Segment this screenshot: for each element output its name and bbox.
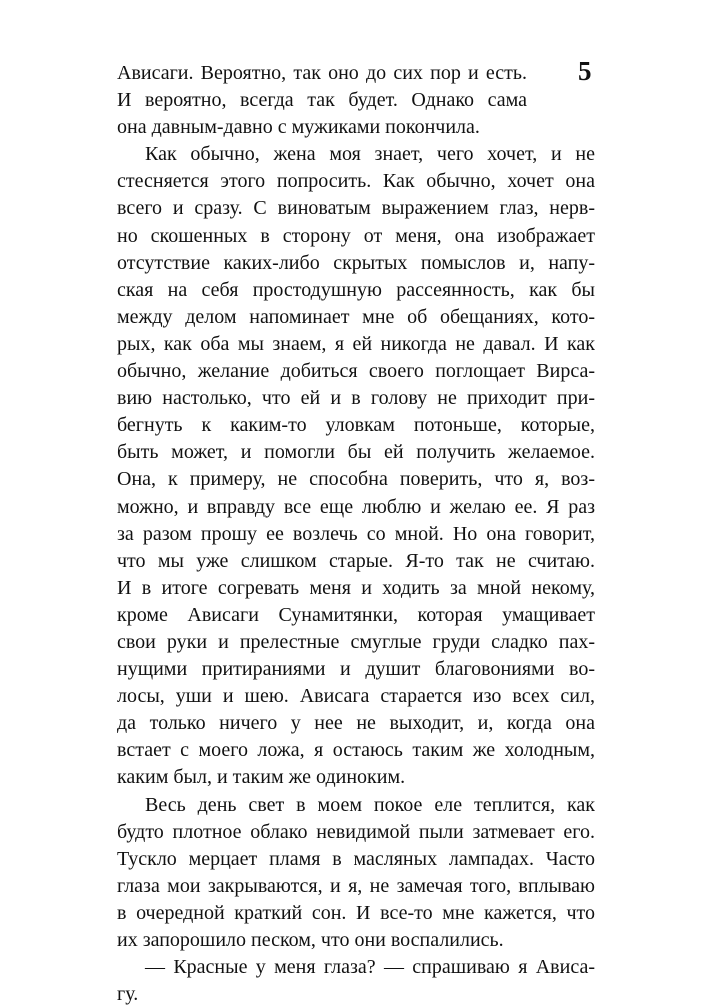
text-line: их запорошило песком, что они воспалились. <box>117 929 504 951</box>
text-line: стесняется этого попросить. Как обычно, хочет она <box>117 170 595 193</box>
text-line: Тускло мерцает пламя в масляных лампадах. Часто <box>117 847 595 870</box>
paragraph <box>117 141 595 791</box>
text-line: всего и сразу. С виноватым выражением глаз, нерв- <box>117 197 595 220</box>
text-line: Она, к примеру, не способна поверить, что я, воз- <box>117 468 595 491</box>
text-line: — Красные у меня глаза? — спрашиваю я Ависа- <box>145 956 595 979</box>
text-line: Весь день свет в моем покое еле теплится, как <box>145 793 595 816</box>
text-line: ская на себя простодушную рассеянность, как бы <box>117 278 595 301</box>
text-line: И в итоге согревать меня и ходить за мной некому, <box>117 576 595 599</box>
text-line: обычно, желание добиться своего поглощает Вирса- <box>117 360 595 383</box>
text-line: бегнуть к каким-то уловкам потоньше, которые, <box>117 414 595 437</box>
paragraph <box>117 56 595 141</box>
page-number: 5 <box>578 56 592 86</box>
text-line: нущими притираниями и душит благовониями во- <box>117 658 595 681</box>
text-line: Как обычно, жена моя знает, чего хочет, и не <box>145 143 595 166</box>
body-text <box>117 56 595 1008</box>
text-line: быть может, и помогли бы ей получить желаемое. <box>117 441 595 464</box>
text-line: в очередной краткий сон. И все-то мне кажется, что <box>117 901 595 924</box>
text-line: за разом прошу ее возлечь со мной. Но она говорит, <box>117 522 595 545</box>
text-line: рых, как оба мы знаем, я ей никогда не давал. И как <box>117 332 595 355</box>
text-line: но скошенных в сторону от меня, она изображает <box>117 224 595 247</box>
text-line: что мы уже слишком старые. Я-то так не считаю. <box>117 549 595 572</box>
text-line: вию настолько, что ей и в голову не приходит при- <box>117 387 595 410</box>
text-line: да только ничего у нее не выходит, и, когда она <box>117 712 595 735</box>
text-line: между делом напоминает мне об обещаниях, кото- <box>117 305 595 328</box>
text-line: кроме Ависаги Сунамитянки, которая умащивает <box>117 603 595 626</box>
paragraph <box>117 792 595 955</box>
text-line: Ависаги. Вероятно, так оно до сих пор и есть. <box>117 62 527 84</box>
text-line: глаза мои закрываются, и я, не замечая того, вплываю <box>117 874 595 897</box>
text-line: она давным-давно с мужиками покончила. <box>117 116 480 139</box>
text-line: каким был, и таким же одиноким. <box>117 766 406 789</box>
text-line: будто плотное облако невидимой пыли затмевает его. <box>117 820 595 843</box>
text-line: встает с моего ложа, я остаюсь таким же холодным, <box>117 739 595 762</box>
text-line: можно, и вправду все еще люблю и желаю ее. Я раз <box>117 495 595 518</box>
text-line: лосы, уши и шею. Ависага старается изо всех сил, <box>117 685 595 708</box>
text-line: отсутствие каких-либо скрытых помыслов и, напу- <box>117 251 595 274</box>
text-line: свои руки и прелестные смуглые груди сладко пах- <box>117 630 595 653</box>
text-line: И вероятно, всегда так будет. Однако сама <box>117 89 527 112</box>
text-line: гу. <box>117 983 139 1006</box>
